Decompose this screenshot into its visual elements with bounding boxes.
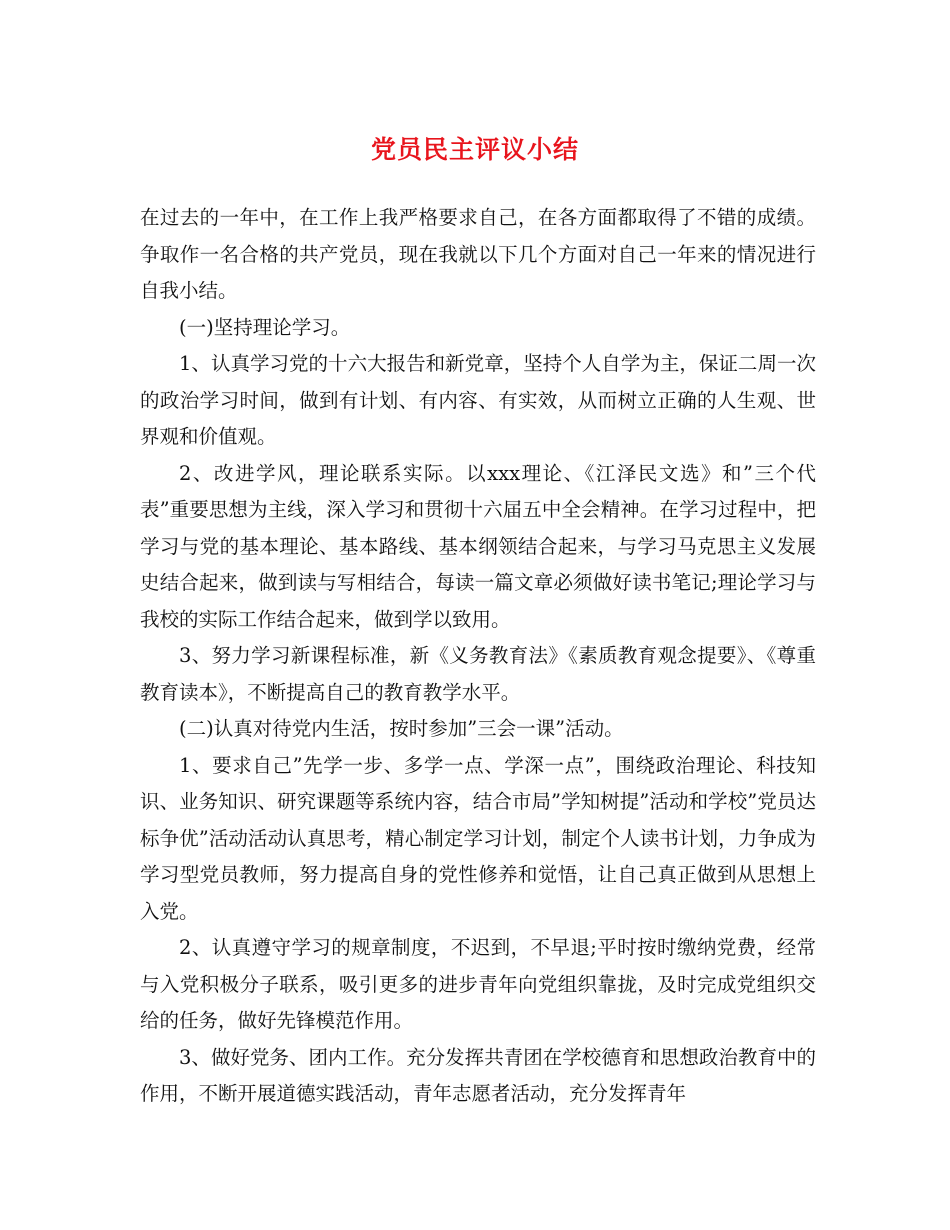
paragraph: 在过去的一年中，在工作上我严格要求自己，在各方面都取得了不错的成绩。争取作一名合格的共产党员，现在我就以下几个方面对自己一年来的情况进行自我小结。 <box>140 206 816 302</box>
paragraph: 1、要求自己”先学一步、多学一点、学深一点”，围绕政治理论、科技知识、业务知识、研究课题等系统内容，结合市局”学知树提”活动和学校”党员达标争优”活动活动认真思考，精心制定学习计划，制定个人读书计划，力争成为学习型党员教师，努力提高自身的党性修养和觉悟，让自己真正做到从思想上入党。 <box>140 753 816 923</box>
paragraph: 2、认真遵守学习的规章制度，不迟到，不早退;平时按时缴纳党费，经常与入党积极分子联系，吸引更多的进步青年向党组织靠拢，及时完成党组织交给的任务，做好先锋模范作用。 <box>140 936 816 1032</box>
document-body <box>140 200 816 1113</box>
paragraph: 1、认真学习党的十六大报告和新党章，坚持个人自学为主，保证二周一次的政治学习时间，做到有计划、有内容、有实效，从而树立正确的人生观、世界观和价值观。 <box>140 352 816 448</box>
document-title: 党员民主评议小结 <box>370 135 579 164</box>
paragraph: 2、改进学风，理论联系实际。以xxx理论、《江泽民文选》和”三个代表”重要思想为主线，深入学习和贯彻十六届五中全会精神。在学习过程中，把学习与党的基本理论、基本路线、基本纲领结合起来，与学习马克思主义发展史结合起来，做到读与写相结合，每读一篇文章必须做好读书笔记;理论学习与我校的实际工作结合起来，做到学以致用。 <box>140 461 816 631</box>
section-heading-1: (一)坚持理论学习。 <box>179 315 351 339</box>
section-heading-2: (二)认真对待党内生活，按时参加”三会一课”活动。 <box>179 717 624 740</box>
paragraph: 3、努力学习新课程标准，新《义务教育法》《素质教育观念提要》、《尊重教育读本》，不断提高自己的教育教学水平。 <box>140 644 816 704</box>
paragraph: 3、做好党务、团内工作。充分发挥共青团在学校德育和思想政治教育中的作用，不断开展道德实践活动，青年志愿者活动，充分发挥青年 <box>140 1045 816 1105</box>
